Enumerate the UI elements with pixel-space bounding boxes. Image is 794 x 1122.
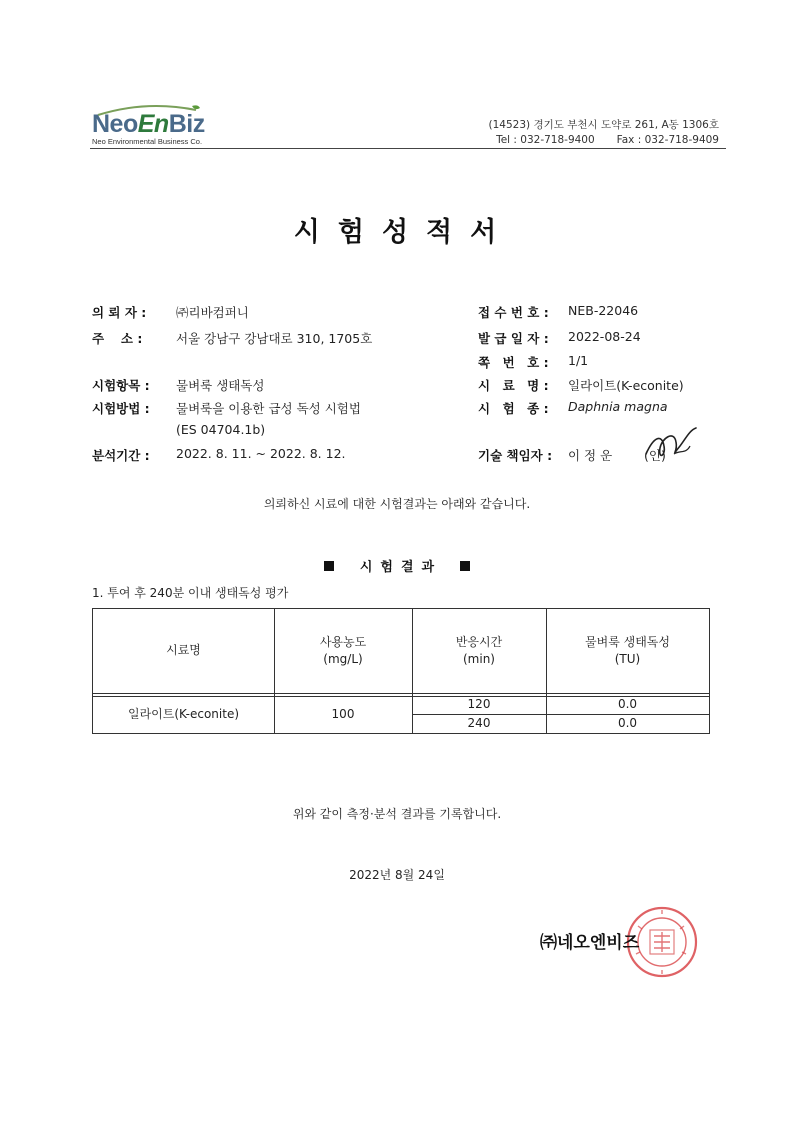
analysis-period-label: 분석기간 : — [92, 448, 150, 463]
test-species-value: Daphnia magna — [568, 399, 668, 414]
client-label: 의 뢰 자 : — [92, 305, 147, 320]
footer-statement: 위와 같이 측정·분석 결과를 기록합니다. — [292, 807, 502, 821]
technical-manager-label: 기술 책임자 : — [478, 448, 553, 463]
analysis-period-value: 2022. 8. 11. ~ 2022. 8. 12. — [176, 446, 346, 461]
header-fax: Fax : 032-718-9409 — [616, 134, 719, 146]
sample-name-value: 일라이트(K-econite) — [568, 378, 684, 393]
intro-statement: 의뢰하신 시료에 대한 시험결과는 아래와 같습니다. — [263, 497, 531, 511]
time-cell: 120 — [467, 697, 491, 712]
footer-date: 2022년 8월 24일 — [349, 868, 445, 882]
client-address-value: 서울 강남구 강남대로 310, 1705호 — [176, 331, 373, 346]
sample-name-label: 시 료 명 : — [478, 378, 549, 393]
test-item-value: 물벼룩 생태독성 — [176, 378, 265, 393]
table-divider — [93, 693, 709, 694]
receipt-number-label: 접 수 번 호 : — [478, 305, 549, 320]
page-number-value: 1/1 — [568, 353, 589, 368]
subsection-title: 1. 투여 후 240분 이내 생태독성 평가 — [92, 586, 289, 600]
test-method-label: 시험방법 : — [92, 401, 150, 416]
seal-mark: (인) — [644, 448, 666, 463]
logo-wordmark: NeoEnBiz — [92, 110, 205, 138]
test-item-label: 시험항목 : — [92, 378, 150, 393]
test-method-code: (ES 04704.1b) — [176, 422, 266, 437]
issue-date-value: 2022-08-24 — [568, 329, 641, 344]
signature-icon — [640, 424, 702, 466]
technical-manager-value: 이 정 운 — [568, 448, 613, 463]
document-title: 시험성적서 — [293, 217, 515, 248]
toxicity-cell: 0.0 — [617, 697, 638, 712]
sample-name-cell: 일라이트(K-econite) — [127, 706, 240, 721]
issue-date-label: 발 급 일 자 : — [478, 331, 549, 346]
test-species-label: 시 험 종 : — [478, 401, 549, 416]
results-table — [92, 608, 710, 734]
toxicity-cell: 0.0 — [617, 715, 638, 730]
header-tel: Tel : 032-718-9400 — [496, 134, 595, 146]
client-address-label: 주 소 : — [92, 331, 143, 346]
header-contact — [496, 134, 719, 146]
header-divider — [90, 148, 726, 149]
company-logo — [92, 104, 210, 150]
header-reaction-time: 반응시간 (min) — [455, 634, 503, 666]
concentration-cell: 100 — [331, 706, 355, 721]
header-sample: 시료명 — [166, 643, 201, 658]
header-address: (14523) 경기도 부천시 도약로 261, A동 1306호 — [488, 119, 719, 131]
logo-subtitle: Neo Environmental Business Co. — [92, 137, 203, 146]
page-number-label: 쪽 번 호 : — [478, 355, 549, 370]
header-toxicity: 물벼룩 생태독성 (TU) — [585, 634, 670, 666]
section-title: 시험결과 — [0, 556, 794, 575]
header-concentration: 사용농도 (mg/L) — [319, 634, 367, 666]
company-name: ㈜네오엔비즈 — [540, 933, 640, 953]
test-method-value: 물벼룩을 이용한 급성 독성 시험법 — [176, 401, 361, 416]
client-value: ㈜리바컴퍼니 — [176, 305, 249, 320]
square-bullet-icon — [460, 561, 470, 571]
receipt-number-value: NEB-22046 — [568, 303, 639, 318]
time-cell: 240 — [467, 715, 491, 730]
square-bullet-icon — [324, 561, 334, 571]
